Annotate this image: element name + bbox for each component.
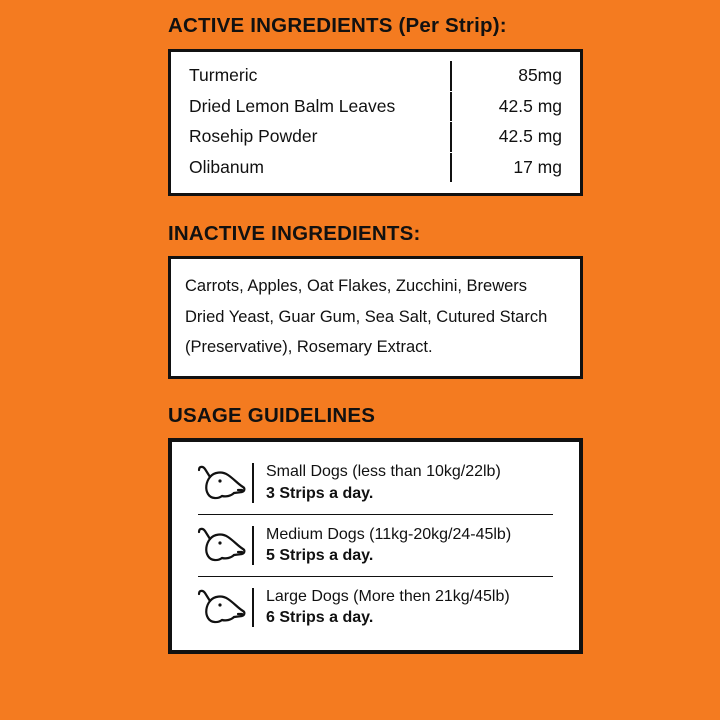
dog-head-icon [190, 525, 252, 565]
usage-text [266, 524, 565, 567]
usage-size-label: Large Dogs (More then 21kg/45lb) [266, 587, 510, 605]
active-ingredient-name: Turmeric [189, 65, 258, 86]
usage-row [172, 515, 579, 576]
inactive-ingredients-text: Carrots, Apples, Oat Flakes, Zucchini, Brewers Dried Yeast, Guar Gum, Sea Salt, Cutured Starch (Preservative), Rosemary Extract. [185, 277, 548, 357]
active-ingredient-amount: 42.5 mg [498, 126, 562, 147]
usage-dose-label: 6 Strips a day. [266, 609, 374, 627]
active-ingredient-row [189, 122, 562, 153]
usage-size-label: Small Dogs (less than 10kg/22lb) [266, 463, 501, 481]
dog-head-icon [190, 587, 252, 627]
usage-size-label: Medium Dogs (11kg-20kg/24-45lb) [266, 525, 512, 543]
active-ingredient-name: Rosehip Powder [189, 126, 318, 147]
active-ingredient-row [189, 61, 562, 92]
inactive-ingredients-title: INACTIVE INGREDIENTS: [168, 221, 421, 245]
active-ingredient-name: Olibanum [189, 156, 264, 177]
usage-text [266, 461, 565, 504]
inactive-ingredients-panel [168, 256, 583, 379]
active-ingredient-amount: 17 mg [513, 156, 562, 177]
usage-guidelines-title: USAGE GUIDELINES [168, 403, 376, 427]
usage-text [266, 586, 565, 629]
active-ingredients-title: ACTIVE INGREDIENTS (Per Strip): [168, 14, 507, 37]
active-ingredient-row [189, 152, 562, 183]
active-ingredient-row [189, 91, 562, 122]
row-divider [252, 463, 254, 502]
usage-row [172, 577, 579, 638]
row-divider [252, 588, 254, 627]
active-ingredients-panel [168, 49, 583, 196]
active-ingredient-amount: 85mg [518, 65, 562, 86]
active-ingredient-amount: 42.5 mg [498, 95, 562, 116]
row-divider [252, 526, 254, 565]
usage-guidelines-panel [168, 438, 583, 654]
usage-dose-label: 5 Strips a day. [266, 547, 374, 565]
active-ingredient-name: Dried Lemon Balm Leaves [189, 95, 396, 116]
usage-dose-label: 3 Strips a day. [266, 484, 374, 502]
dog-head-icon [190, 463, 252, 503]
usage-row [172, 452, 579, 513]
